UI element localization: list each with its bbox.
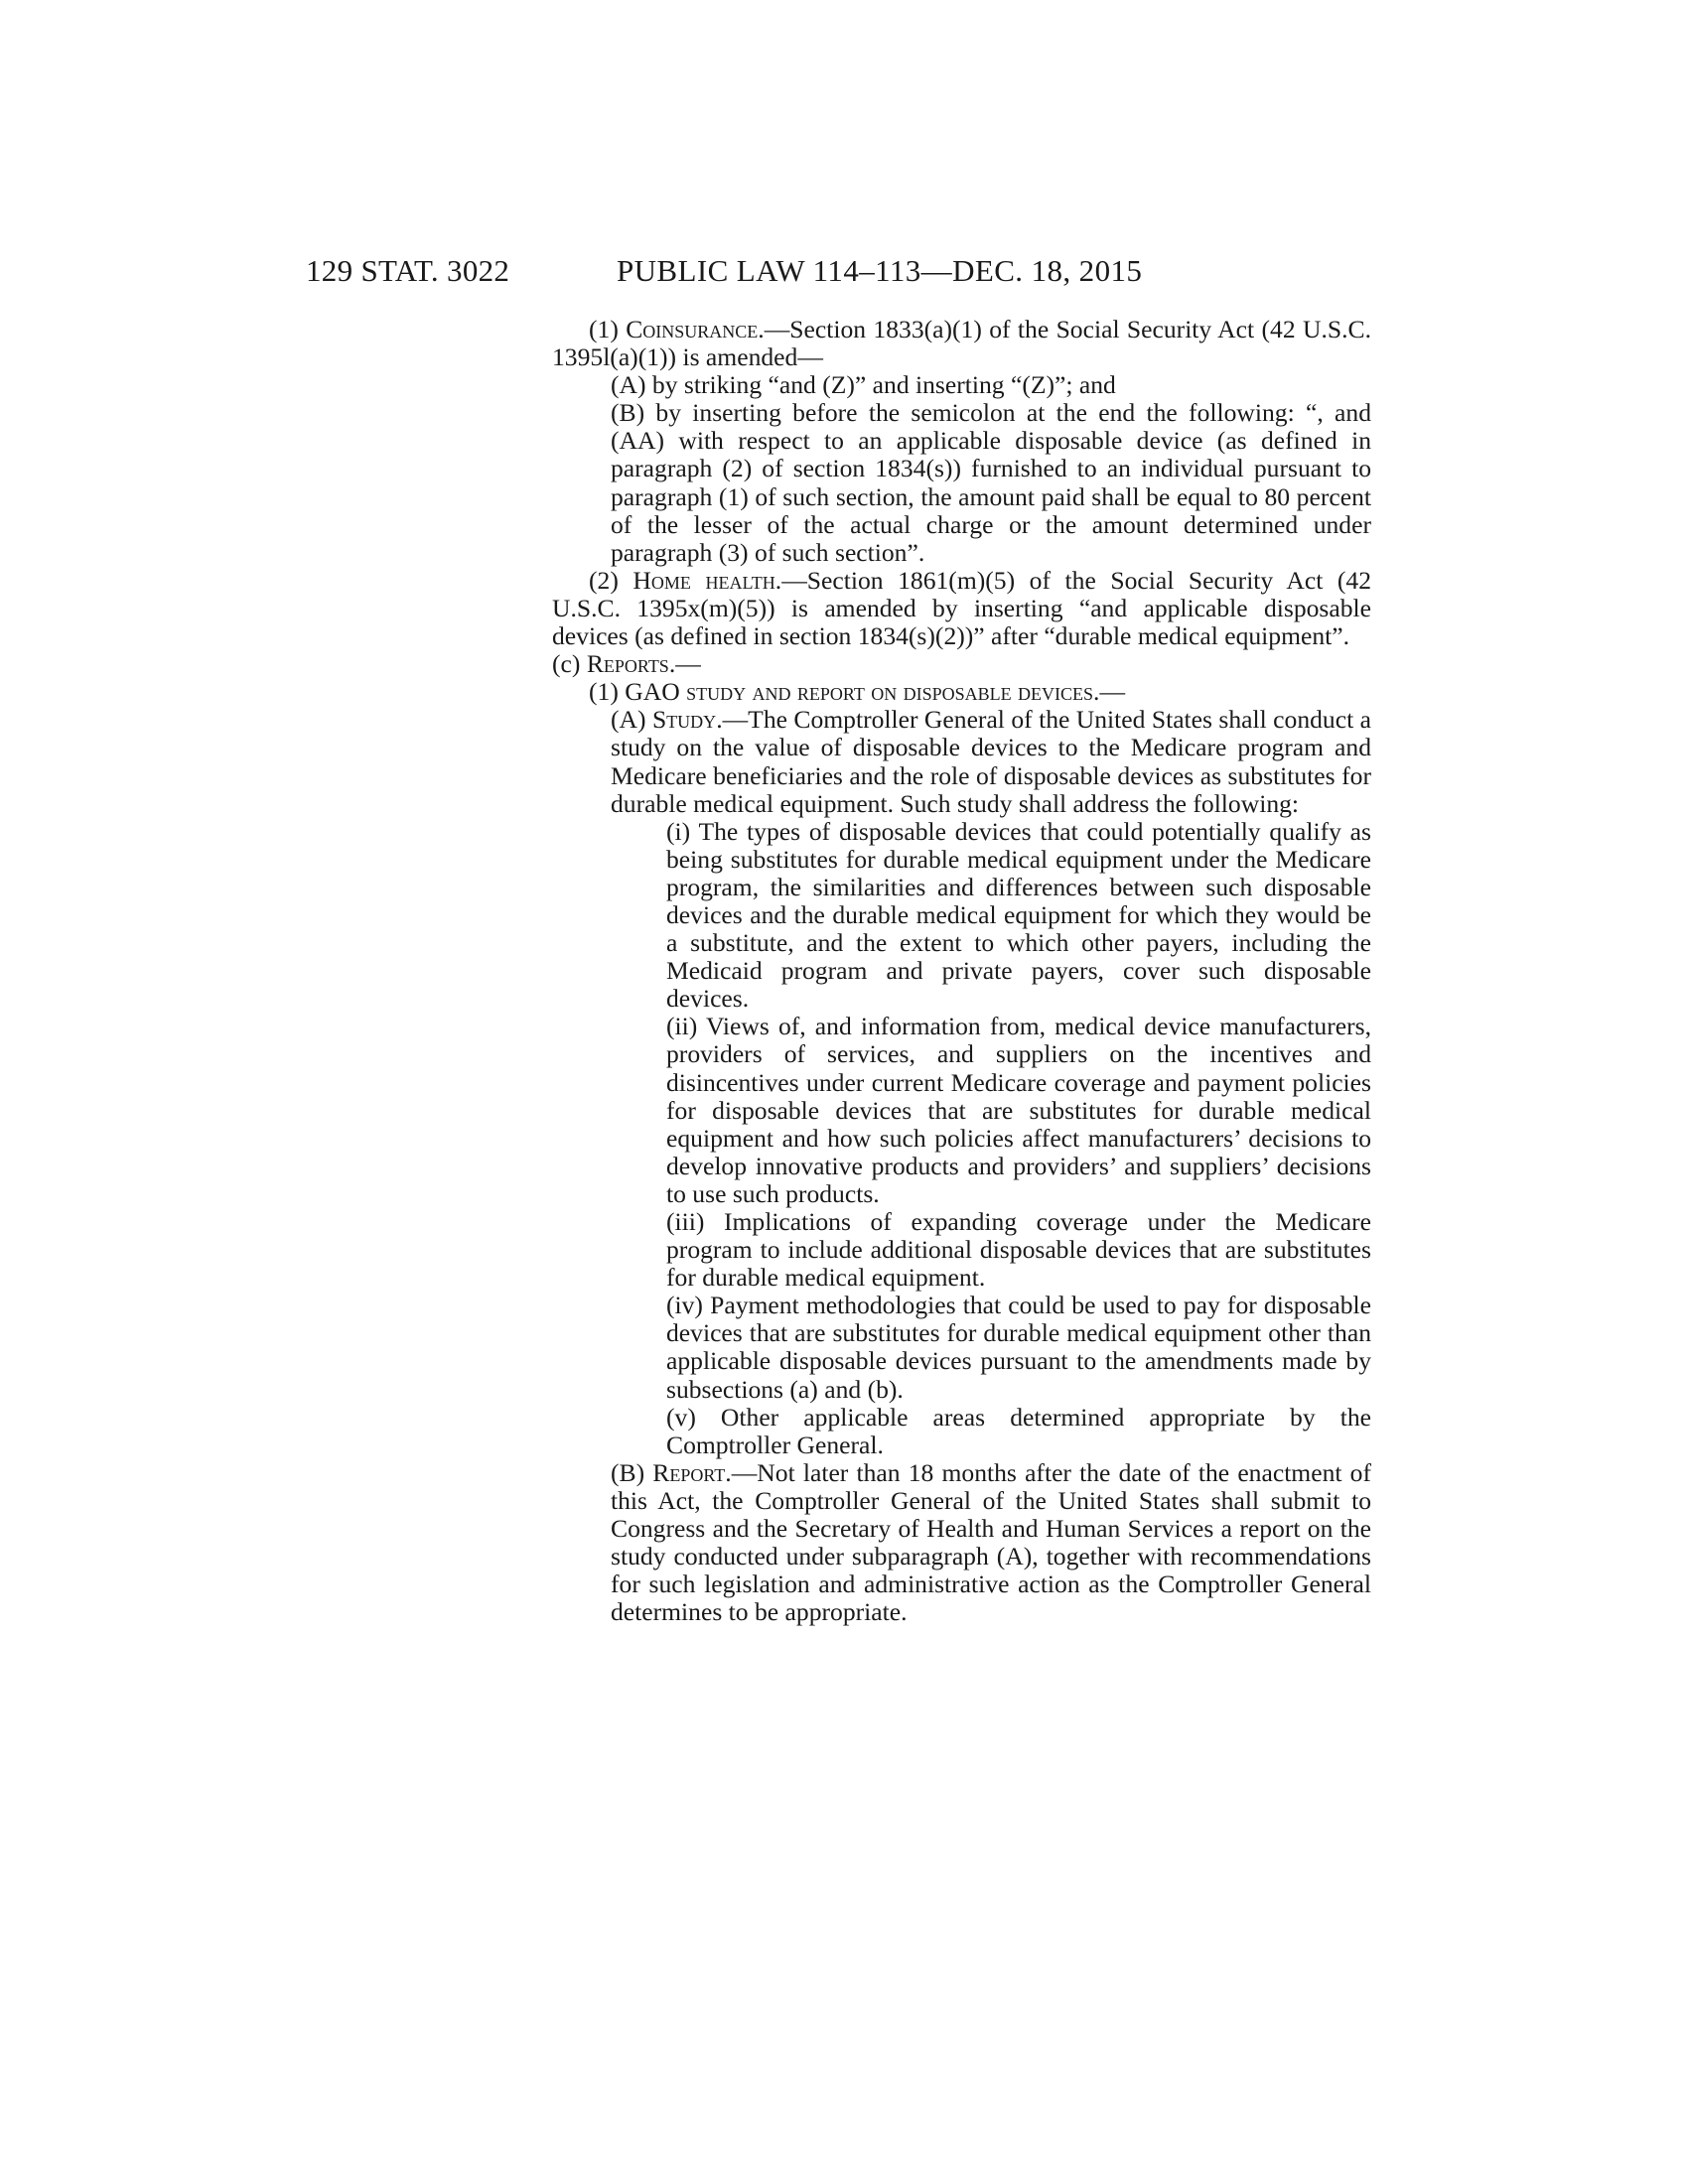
subsection-text: .—	[668, 649, 701, 679]
paragraph-2-home-health	[552, 567, 1371, 650]
paragraph-heading: Coinsurance	[626, 315, 759, 343]
subparagraph-1a: (A) by striking “and (Z)” and inserting “(Z)”; and	[611, 370, 1116, 400]
paragraph-text: .—Section 1861(m)(5) of the Social Security Act (42 U.S.C. 1395x(m)(5)) is amended by inserting “and applicable disposable devices (as defined in section 1834(s)(2))” after “durable medical equipment”.	[552, 565, 1371, 651]
subparagraph-enum: (A)	[611, 705, 652, 735]
clause-v: (v) Other applicable areas determined appropriate by the Comptroller General.	[666, 1402, 1371, 1459]
paragraph-heading: study and report on disposable devices	[686, 677, 1094, 707]
statute-body	[552, 316, 1371, 1626]
subparagraph-heading: Study	[651, 705, 717, 735]
subparagraph-text: .—The Comptroller General of the United States shall conduct a study on the value of disposable devices to the Medicare program and Medicare beneficiaries and the role of disposable devices as substitutes for durable medical equipment. Such study shall address the following:	[611, 705, 1371, 818]
clause-i: (i) The types of disposable devices that could potentially qualify as being substitutes for durable medical equipment under the Medicare program, the similarities and differences between such disposable devices and the durable medical equipment for which they would be a substitute, and the extent to which other payers, including the Medicaid program and private payers, cover such disposable devices.	[666, 816, 1371, 1014]
subparagraph-1b	[552, 399, 1371, 567]
clause-ii: (ii) Views of, and information from, medical device manufacturers, providers of services, and suppliers on the incentives and disincentives under current Medicare coverage and payment policies for disposable devices that are substitutes for durable medical equipment and how such policies affect manufacturers’ decisions to develop innovative products and providers’ and suppliers’ decisions to use such products.	[666, 1012, 1371, 1208]
paragraph-enum: (1)	[589, 315, 627, 343]
paragraph-enum: (2)	[589, 565, 633, 595]
paragraph-1-coinsurance	[552, 316, 1371, 371]
subsection-c-reports	[552, 650, 1371, 678]
paragraph-enum: (1) GAO	[589, 677, 687, 707]
subparagraph-heading: Report	[652, 1457, 726, 1487]
subparagraph-text: .—Not later than 18 months after the date of the enactment of this Act, the Comptroller General of the United States shall submit to Congress and the Secretary of Health and Human Services a report on the study conducted under subparagraph (A), together with recommendations for such legislation and administrative action as the Comptroller General determines to be appropriate.	[611, 1457, 1371, 1627]
subparagraph-c1a-study	[552, 706, 1371, 817]
subsection-enum: (c)	[552, 649, 587, 679]
paragraph-text: .—	[1093, 677, 1126, 707]
subparagraph-c1b-report	[552, 1459, 1371, 1627]
subparagraph-enum: (B)	[611, 1457, 653, 1487]
paragraph-c1-gao-study	[552, 678, 1371, 706]
subsection-heading: Reports	[586, 649, 669, 679]
running-head: PUBLIC LAW 114–113—DEC. 18, 2015	[617, 253, 1143, 288]
subparagraph-text: (B) by inserting before the semicolon at the end the following: “, and (AA) with respect to an applicable disposable device (as defined in paragraph (2) of section 1834(s)) furnished to an individual pursuant to paragraph (1) of such section, the amount paid shall be equal to 80 percent of the lesser of the actual charge or the amount determined under paragraph (3) of such section”.	[611, 398, 1371, 567]
stat-citation: 129 STAT. 3022	[306, 253, 510, 288]
paragraph-text: .—Section 1833(a)(1) of the Social Security Act (42 U.S.C. 1395l(a)(1)) is amended—	[552, 315, 1371, 372]
paragraph-heading: Home health	[633, 565, 775, 595]
clause-iii: (iii) Implications of expanding coverage under the Medicare program to include additional disposable devices that are substitutes for durable medical equipment.	[666, 1207, 1371, 1293]
clause-iv: (iv) Payment methodologies that could be used to pay for disposable devices that are substitutes for durable medical equipment other than applicable disposable devices pursuant to the amendments made by subsections (a) and (b).	[666, 1291, 1371, 1404]
